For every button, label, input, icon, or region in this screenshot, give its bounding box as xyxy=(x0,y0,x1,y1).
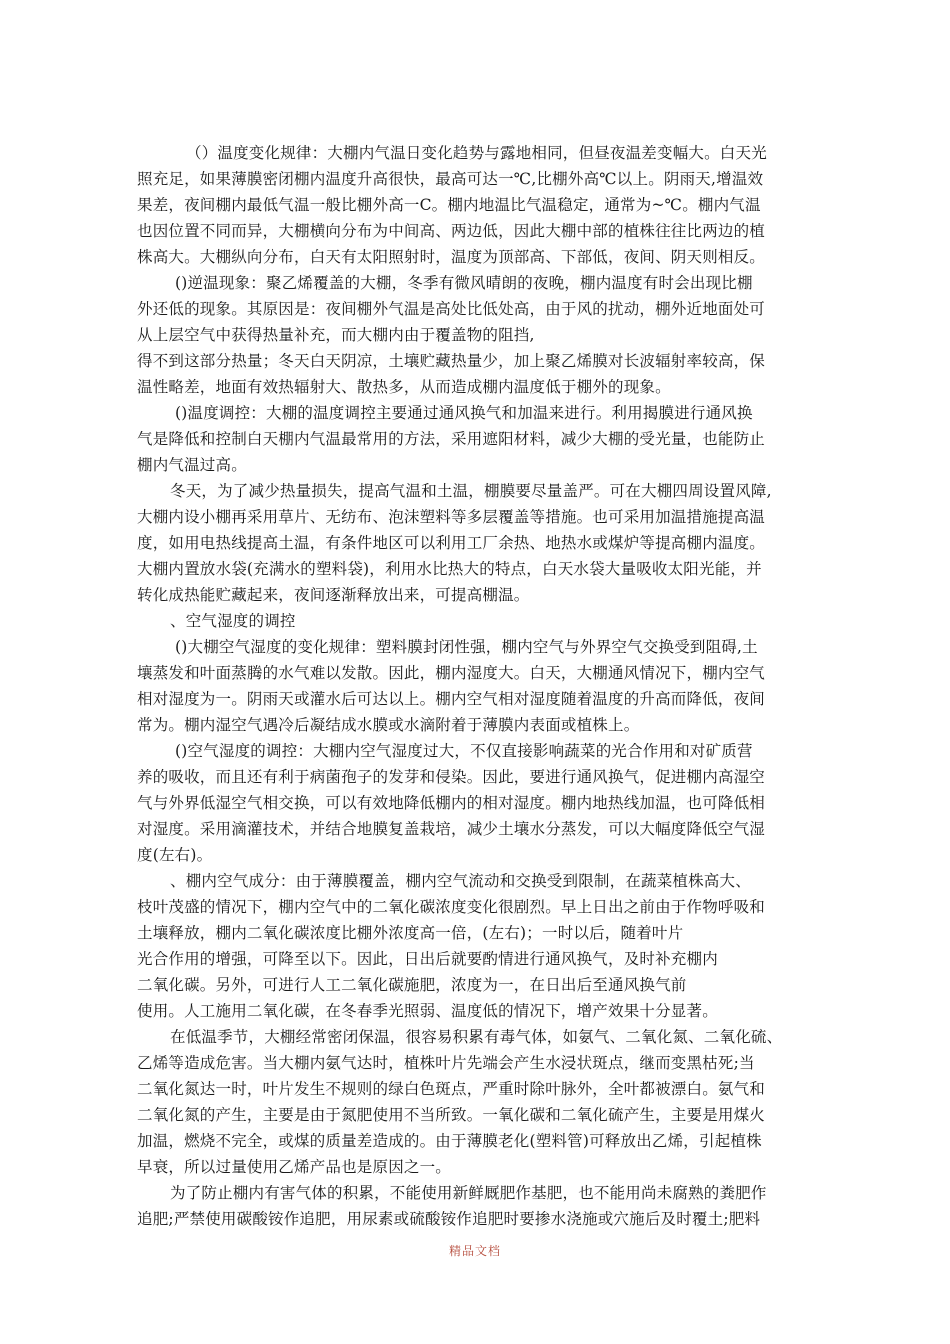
p7-line-6: 使用。人工施用二氧化碳，在冬春季光照弱、温度低的情况下，增产效果十分显著。 xyxy=(137,1002,718,1020)
p7-line-4: 光合作用的增强，可降至以下。因此，日出后就要酌情进行通风换气，及时补充棚内 xyxy=(137,950,718,968)
p3-line-2: 气是降低和控制白天棚内气温最常用的方法，采用遮阳材料，减少大棚的受光量，也能防止 xyxy=(137,430,766,448)
p6-line-1: ()空气湿度的调控：大棚内空气湿度过大，不仅直接影响蔬菜的光合作用和对矿质营 xyxy=(175,742,753,760)
p5-line-3: 相对湿度为一。阴雨天或灌水后可达以上。棚内空气相对湿度随着温度的升高而降低，夜间 xyxy=(137,690,766,708)
p2-line-4: 得不到这部分热量；冬天白天阴凉，土壤贮藏热量少，加上聚乙烯膜对长波辐射率较高，保 xyxy=(137,352,766,370)
p5-line-1: ()大棚空气湿度的变化规律：塑料膜封闭性强，棚内空气与外界空气交换受到阻碍,土 xyxy=(175,638,758,656)
p8-line-5: 加温，燃烧不完全，或煤的质量差造成的。由于薄膜老化(塑料管)可释放出乙烯，引起植株 xyxy=(137,1132,762,1150)
p9-line-1: 为了防止棚内有害气体的积累，不能使用新鲜厩肥作基肥，也不能用尚未腐熟的粪肥作 xyxy=(170,1184,767,1202)
p8-line-1: 在低温季节，大棚经常密闭保温，很容易积累有毒气体，如氨气、二氧化氮、二氧化硫、 xyxy=(170,1028,783,1046)
p7-line-3: 土壤释放，棚内二氧化碳浓度比棚外浓度高一倍，(左右)；一时以后，随着叶片 xyxy=(137,924,684,942)
p5-line-4: 常为。棚内湿空气遇冷后凝结成水膜或水滴附着于薄膜内表面或植株上。 xyxy=(137,716,640,734)
p1-line-2: 照充足，如果薄膜密闭棚内温度升高很快，最高可达一℃,比棚外高℃以上。阴雨天,增温效 xyxy=(137,170,764,188)
p2-line-5: 温性略差，地面有效热辐射大、散热多，从而造成棚内温度低于棚外的现象。 xyxy=(137,378,671,396)
p9-line-2: 追肥;严禁使用碳酸铵作追肥，用尿素或硫酸铵作追肥时要掺水浇施或穴施后及时覆土;肥料 xyxy=(137,1210,761,1228)
p8-line-4: 二氧化氮的产生，主要是由于氮肥使用不当所致。一氧化碳和二氧化硫产生，主要是用煤火 xyxy=(137,1106,766,1124)
page-footer-label: 精品文档 xyxy=(448,1244,501,1258)
p7-line-2: 枝叶茂盛的情况下，棚内空气中的二氧化碳浓度变化很剧烈。早上日出之前由于作物呼吸和 xyxy=(137,898,766,916)
p4-line-5: 转化成热能贮藏起来，夜间逐渐释放出来，可提高棚温。 xyxy=(137,586,530,604)
p4-line-1: 冬天，为了减少热量损失，提高气温和土温，棚膜要尽量盖严。可在大棚四周设置风障, xyxy=(170,482,772,500)
p6-line-4: 对湿度。采用滴灌技术，并结合地膜复盖栽培，减少土壤水分蒸发，可以大幅度降低空气湿 xyxy=(137,820,766,838)
p3-line-3: 棚内气温过高。 xyxy=(137,456,247,474)
p1-line-5: 株高大。大棚纵向分布，白天有太阳照射时，温度为顶部高、下部低，夜间、阴天则相反。 xyxy=(137,248,766,266)
p1-line-3: 果差，夜间棚内最低气温一般比棚外高一C。棚内地温比气温稳定，通常为~℃。棚内气温 xyxy=(137,196,761,214)
p5-line-2: 壤蒸发和叶面蒸腾的水气难以发散。因此，棚内湿度大。白天，大棚通风情况下，棚内空气 xyxy=(137,664,766,682)
p4-line-2: 大棚内设小棚再采用草片、无纺布、泡沫塑料等多层覆盖等措施。也可采用加温措施提高温 xyxy=(137,508,766,526)
p3-line-1: ()温度调控：大棚的温度调控主要通过通风换气和加温来进行。利用揭膜进行通风换 xyxy=(175,404,753,422)
p7-line-5: 二氧化碳。另外，可进行人工二氧化碳施肥，浓度为一，在日出后至通风换气前 xyxy=(137,976,687,994)
p8-line-6: 早衰，所以过量使用乙烯产品也是原因之一。 xyxy=(137,1158,452,1176)
p2-line-3: 从上层空气中获得热量补充，而大棚内由于覆盖物的阻挡, xyxy=(137,326,535,344)
p7-line-1: 、棚内空气成分：由于薄膜覆盖，棚内空气流动和交换受到限制，在蔬菜植株高大、 xyxy=(170,872,751,890)
p4-line-4: 大棚内置放水袋(充满水的塑料袋)，利用水比热大的特点，白天水袋大量吸收太阳光能，并 xyxy=(137,560,762,578)
p6-line-3: 气与外界低湿空气相交换，可以有效地降低棚内的相对湿度。棚内地热线加温，也可降低相 xyxy=(137,794,766,812)
p2-line-1: ()逆温现象：聚乙烯覆盖的大棚，冬季有微风晴朗的夜晚，棚内温度有时会出现比棚 xyxy=(175,274,753,292)
section-heading-humidity: 、空气湿度的调控 xyxy=(170,612,296,630)
p1-line-4: 也因位置不同而异，大棚横向分布为中间高、两边低，因此大棚中部的植株往往比两边的植 xyxy=(137,222,766,240)
p1-line-1: （）温度变化规律：大棚内气温日变化趋势与露地相同，但昼夜温差变幅大。白天光 xyxy=(186,144,767,162)
p8-line-3: 二氧化氮达一时，叶片发生不规则的绿白色斑点，严重时除叶脉外，全叶都被漂白。氨气和 xyxy=(137,1080,766,1098)
p8-line-2: 乙烯等造成危害。当大棚内氨气达时，植株叶片先端会产生水浸状斑点，继而变黑枯死;当 xyxy=(137,1054,755,1072)
p4-line-3: 度，如用电热线提高土温，有条件地区可以利用工厂余热、地热水或煤炉等提高棚内温度。 xyxy=(137,534,766,552)
p2-line-2: 外还低的现象。其原因是：夜间棚外气温是高处比低处高，由于风的扰动，棚外近地面处可 xyxy=(137,300,766,318)
p6-line-5: 度(左右)。 xyxy=(137,846,213,864)
p6-line-2: 养的吸收，而且还有利于病菌孢子的发芽和侵染。因此，要进行通风换气，促进棚内高湿空 xyxy=(137,768,766,786)
